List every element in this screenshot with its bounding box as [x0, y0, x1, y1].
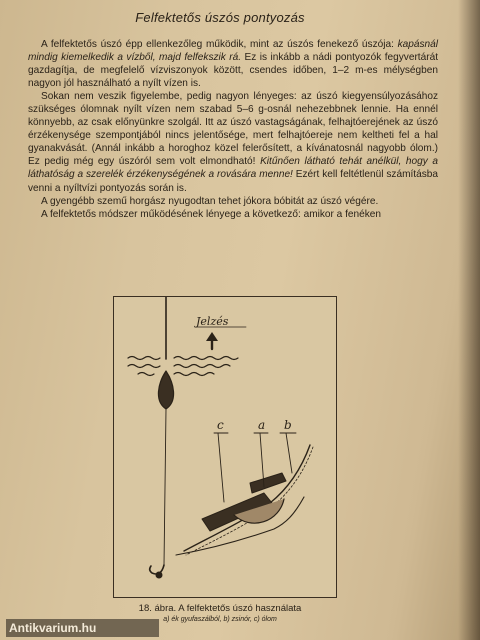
text-run: A felfektetős úszó épp ellenkezőleg működik, mint az úszós fenekező úszója: — [41, 39, 398, 50]
text-run: Ez is inkább a nádi pontyozók fegyvertárát gazdagítja, de megfelelő vízviszonyok között, csendes időben, 1–2 m-es mélységben nagyon jól használható a nyílt vízen is. — [28, 52, 438, 90]
body-text — [28, 38, 438, 221]
caption-legend: a) ék gyufaszálból, b) zsinór, c) ólom — [163, 616, 277, 623]
text-run: A felfektetős módszer működésének lényege a következő: amikor a fenéken — [41, 208, 382, 220]
water-wave-3 — [138, 373, 214, 376]
water-wave-1 — [128, 357, 238, 360]
caption-title: 18. ábra. A felfektetős úszó használata — [138, 603, 302, 614]
label-b: b — [284, 418, 292, 432]
signal-arrow-head — [206, 332, 218, 341]
fishing-line — [164, 409, 166, 565]
paragraph — [28, 195, 438, 208]
figure-drawing — [114, 297, 336, 597]
water-wave-2 — [128, 365, 230, 368]
bait — [156, 572, 162, 578]
emphasis-text: Kitűnően látható tehát anélkül, hogy a láthatóság a szerelék érzékenységének a rovására menne! — [28, 156, 438, 181]
float-body — [158, 371, 173, 409]
figure-18-illustration — [113, 296, 337, 598]
label-c: c — [217, 418, 224, 432]
paragraph — [28, 208, 438, 221]
page-spine-shadow — [458, 0, 480, 640]
leader-c — [218, 433, 224, 502]
wedge-a — [250, 473, 286, 493]
leader-b — [286, 433, 292, 473]
signal-label: Jelzés — [196, 315, 229, 328]
watermark: Antikvarium.hu — [6, 619, 159, 637]
paragraph — [28, 38, 438, 90]
label-a: a — [258, 418, 266, 432]
running-head: Felfektetős úszós pontyozás — [135, 10, 305, 25]
text-run: Ezért kell feltétlenül számításba venni a nyíltvízi pontyozás során is. — [28, 169, 438, 194]
line-b — [184, 445, 310, 551]
paragraph — [28, 90, 438, 194]
text-run: A gyengébb szemű horgász nyugodtan tehet jókora bóbitát az úszó végére. — [41, 195, 379, 207]
text-run: Sokan nem veszik figyelembe, pedig nagyon lényeges: az úszó kiegyensúlyozásához szükséges ólomnak nyílt vízen nem szabad 5–6 g-osnál nehezebbnek lennie. Ha ennél könnyebb, az csak előnyünkre szolgál. Itt az úszó vastagságának, felhajtóerejének az úszó érzékenysége szempontjából nincs jelentősége, mert felhajtóereje nem keltheti fel a hal gyanakvását. (Annál inkább a horoghoz közel felerősített, a kívánatosnál nagyobb ólom.) Ez pedig még egy úszóról sem volt elmondható! — [28, 91, 438, 168]
emphasis-text: kapásnál mindig kiemelkedik a vízből, majd felfekszik rá. — [28, 39, 438, 64]
